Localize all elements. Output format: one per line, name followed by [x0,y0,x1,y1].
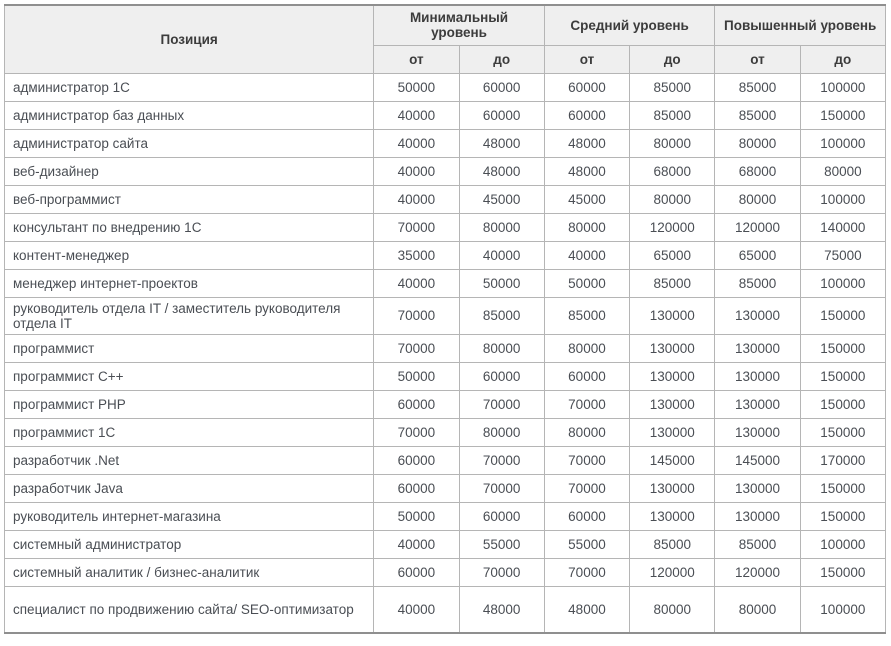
salary-value-cell: 80000 [715,586,800,633]
salary-value-cell: 60000 [544,362,629,390]
subheader-high-from: от [715,45,800,73]
table-body [5,73,886,633]
salary-value-cell: 130000 [630,502,715,530]
salary-value-cell: 40000 [374,269,459,297]
salary-value-cell: 150000 [800,474,885,502]
subheader-mid-from: от [544,45,629,73]
salary-value-cell: 65000 [630,241,715,269]
salary-value-cell: 85000 [630,530,715,558]
salary-value-cell: 130000 [630,418,715,446]
salary-value-cell: 150000 [800,502,885,530]
position-cell: системный администратор [5,530,374,558]
salary-value-cell: 60000 [544,101,629,129]
salary-value-cell: 50000 [374,73,459,101]
salary-value-cell: 80000 [630,129,715,157]
table-row [5,297,886,334]
column-header-minimum-level: Минимальный уровень [374,5,545,45]
salary-value-cell: 70000 [544,558,629,586]
column-header-high-level: Повышенный уровень [715,5,886,45]
salary-value-cell: 68000 [715,157,800,185]
salary-value-cell: 130000 [715,474,800,502]
table-row [5,185,886,213]
position-cell: веб-программист [5,185,374,213]
table-row [5,241,886,269]
salary-value-cell: 120000 [715,213,800,241]
salary-value-cell: 75000 [800,241,885,269]
position-cell: администратор баз данных [5,101,374,129]
salary-value-cell: 85000 [630,269,715,297]
salary-value-cell: 150000 [800,101,885,129]
salary-value-cell: 48000 [459,129,544,157]
salary-value-cell: 40000 [374,185,459,213]
salary-value-cell: 130000 [630,390,715,418]
table-row [5,334,886,362]
position-cell: программист С++ [5,362,374,390]
salary-value-cell: 130000 [630,362,715,390]
table-row [5,269,886,297]
table-row [5,530,886,558]
salary-value-cell: 80000 [459,213,544,241]
salary-value-cell: 40000 [459,241,544,269]
salary-table [4,4,886,634]
salary-value-cell: 80000 [544,334,629,362]
salary-value-cell: 130000 [630,474,715,502]
salary-value-cell: 85000 [715,101,800,129]
salary-value-cell: 80000 [544,418,629,446]
salary-value-cell: 80000 [630,586,715,633]
salary-value-cell: 140000 [800,213,885,241]
table-row [5,157,886,185]
position-cell: программист [5,334,374,362]
salary-value-cell: 50000 [544,269,629,297]
salary-value-cell: 35000 [374,241,459,269]
salary-value-cell: 100000 [800,185,885,213]
position-cell: разработчик Java [5,474,374,502]
salary-value-cell: 68000 [630,157,715,185]
salary-value-cell: 120000 [630,213,715,241]
salary-value-cell: 85000 [459,297,544,334]
column-header-position: Позиция [5,5,374,73]
salary-value-cell: 145000 [715,446,800,474]
table-row [5,129,886,157]
salary-value-cell: 48000 [544,129,629,157]
salary-value-cell: 60000 [544,502,629,530]
salary-value-cell: 150000 [800,297,885,334]
salary-value-cell: 85000 [544,297,629,334]
salary-value-cell: 85000 [715,530,800,558]
subheader-min-to: до [459,45,544,73]
salary-value-cell: 70000 [459,390,544,418]
position-cell: руководитель интернет-магазина [5,502,374,530]
salary-value-cell: 60000 [374,558,459,586]
table-row [5,390,886,418]
salary-value-cell: 40000 [374,101,459,129]
table-row [5,586,886,633]
position-cell: разработчик .Net [5,446,374,474]
salary-value-cell: 85000 [630,101,715,129]
salary-value-cell: 70000 [374,334,459,362]
position-cell: руководитель отдела IT / заместитель руководителя отдела IT [5,297,374,334]
salary-value-cell: 130000 [630,297,715,334]
salary-value-cell: 150000 [800,362,885,390]
position-cell: системный аналитик / бизнес-аналитик [5,558,374,586]
salary-value-cell: 45000 [459,185,544,213]
subheader-mid-to: до [630,45,715,73]
salary-value-cell: 55000 [459,530,544,558]
position-cell: менеджер интернет-проектов [5,269,374,297]
salary-value-cell: 150000 [800,558,885,586]
position-cell: администратор 1С [5,73,374,101]
salary-value-cell: 80000 [715,185,800,213]
salary-value-cell: 100000 [800,530,885,558]
salary-value-cell: 48000 [459,586,544,633]
salary-value-cell: 70000 [459,446,544,474]
salary-value-cell: 85000 [715,269,800,297]
salary-value-cell: 60000 [374,446,459,474]
salary-value-cell: 100000 [800,73,885,101]
position-cell: специалист по продвижению сайта/ SEO-оптимизатор [5,586,374,633]
salary-value-cell: 150000 [800,390,885,418]
salary-value-cell: 80000 [459,334,544,362]
salary-value-cell: 70000 [374,418,459,446]
salary-value-cell: 80000 [459,418,544,446]
salary-value-cell: 40000 [374,129,459,157]
salary-value-cell: 60000 [374,390,459,418]
salary-value-cell: 60000 [459,362,544,390]
table-row [5,213,886,241]
table-row [5,418,886,446]
position-cell: веб-дизайнер [5,157,374,185]
salary-value-cell: 120000 [630,558,715,586]
salary-value-cell: 60000 [459,502,544,530]
salary-value-cell: 60000 [459,73,544,101]
salary-value-cell: 130000 [630,334,715,362]
position-cell: контент-менеджер [5,241,374,269]
salary-value-cell: 70000 [374,213,459,241]
salary-value-cell: 145000 [630,446,715,474]
salary-value-cell: 40000 [544,241,629,269]
salary-value-cell: 80000 [630,185,715,213]
salary-value-cell: 150000 [800,418,885,446]
header-row-levels [5,5,886,45]
table-row [5,558,886,586]
salary-value-cell: 130000 [715,297,800,334]
salary-value-cell: 70000 [459,558,544,586]
salary-value-cell: 70000 [459,474,544,502]
salary-value-cell: 70000 [544,474,629,502]
salary-value-cell: 48000 [544,157,629,185]
salary-value-cell: 50000 [374,362,459,390]
salary-value-cell: 70000 [544,390,629,418]
position-cell: программист 1С [5,418,374,446]
table-row [5,101,886,129]
salary-value-cell: 55000 [544,530,629,558]
salary-value-cell: 170000 [800,446,885,474]
salary-value-cell: 85000 [715,73,800,101]
salary-value-cell: 60000 [544,73,629,101]
subheader-min-from: от [374,45,459,73]
table-row [5,362,886,390]
salary-value-cell: 100000 [800,269,885,297]
salary-value-cell: 60000 [459,101,544,129]
salary-value-cell: 45000 [544,185,629,213]
salary-value-cell: 60000 [374,474,459,502]
position-cell: программист PHP [5,390,374,418]
salary-value-cell: 80000 [800,157,885,185]
salary-value-cell: 48000 [544,586,629,633]
salary-value-cell: 100000 [800,586,885,633]
salary-value-cell: 120000 [715,558,800,586]
salary-value-cell: 65000 [715,241,800,269]
salary-value-cell: 130000 [715,362,800,390]
salary-value-cell: 150000 [800,334,885,362]
salary-value-cell: 130000 [715,390,800,418]
salary-value-cell: 70000 [544,446,629,474]
salary-value-cell: 70000 [374,297,459,334]
salary-value-cell: 130000 [715,502,800,530]
salary-value-cell: 80000 [544,213,629,241]
salary-value-cell: 85000 [630,73,715,101]
table-row [5,446,886,474]
position-cell: администратор сайта [5,129,374,157]
subheader-high-to: до [800,45,885,73]
column-header-middle-level: Средний уровень [544,5,715,45]
salary-value-cell: 40000 [374,586,459,633]
salary-value-cell: 100000 [800,129,885,157]
table-row [5,474,886,502]
salary-value-cell: 130000 [715,334,800,362]
salary-value-cell: 50000 [459,269,544,297]
salary-value-cell: 40000 [374,530,459,558]
table-header [5,5,886,73]
salary-value-cell: 50000 [374,502,459,530]
salary-value-cell: 80000 [715,129,800,157]
position-cell: консультант по внедрению 1С [5,213,374,241]
salary-value-cell: 40000 [374,157,459,185]
table-row [5,73,886,101]
table-row [5,502,886,530]
salary-value-cell: 48000 [459,157,544,185]
salary-value-cell: 130000 [715,418,800,446]
